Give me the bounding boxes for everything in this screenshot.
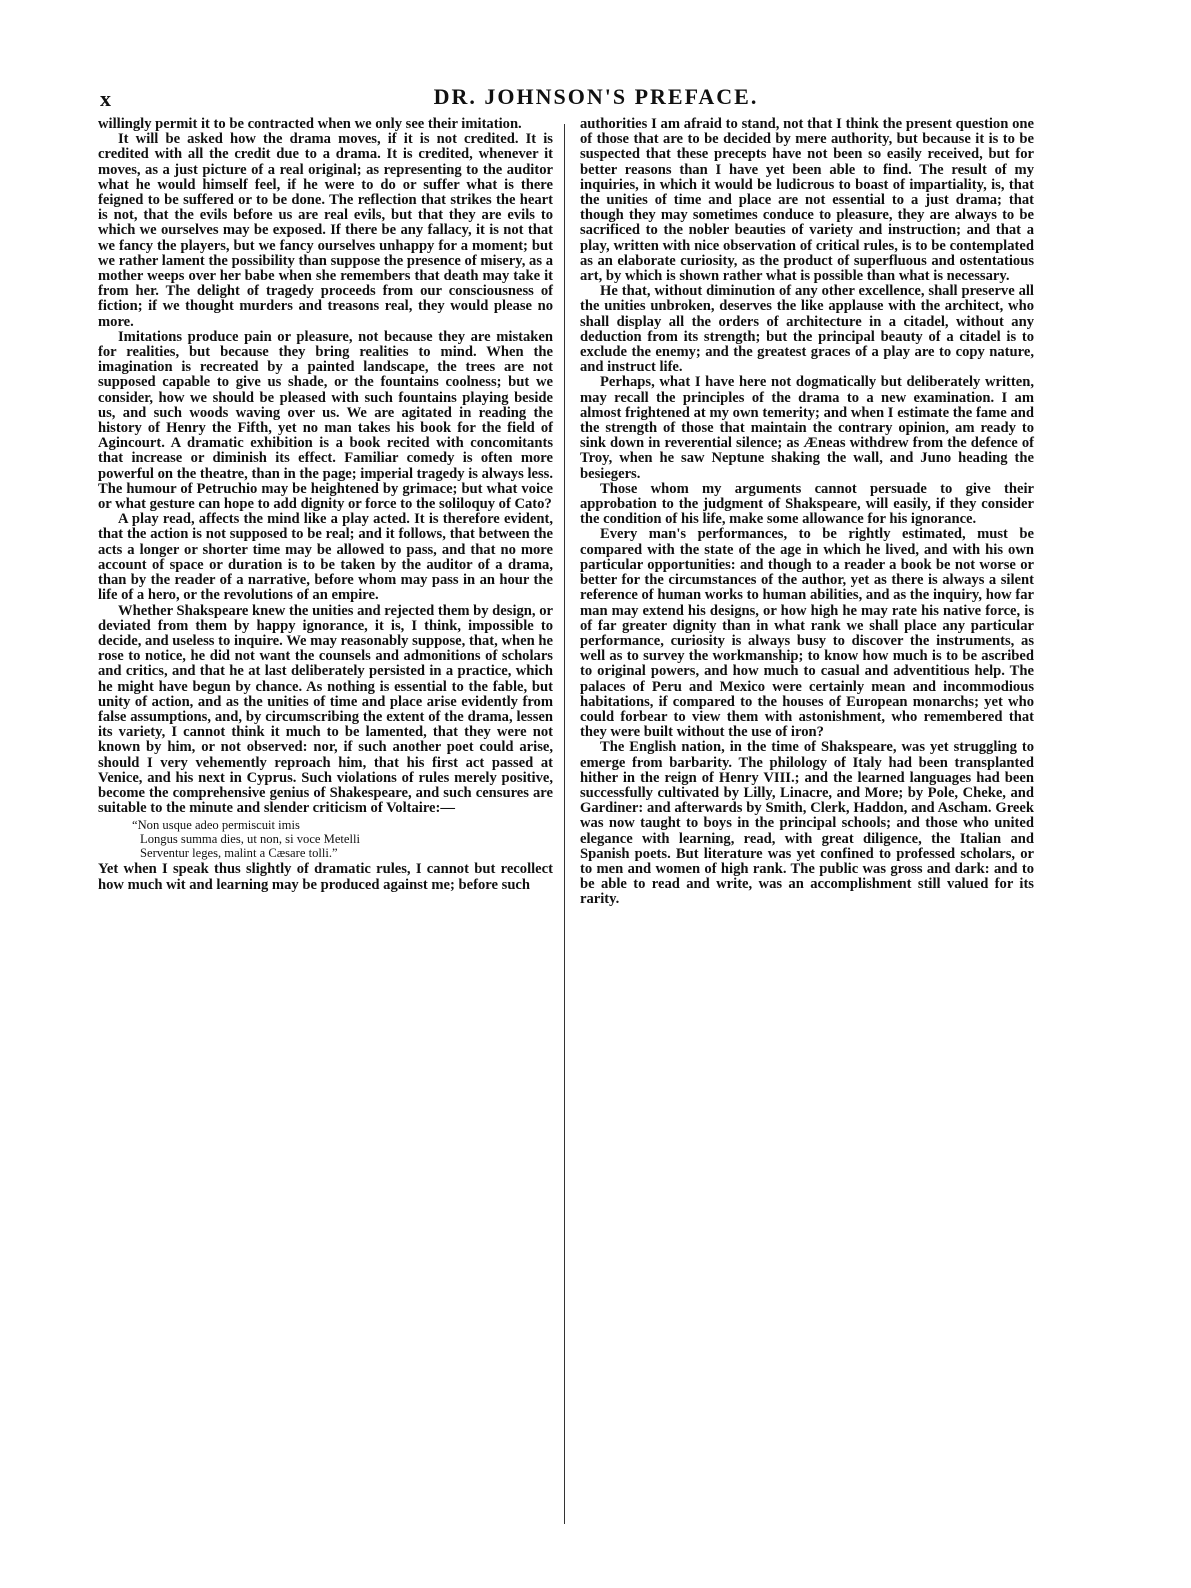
paragraph: willingly permit it to be contracted when we only see their imitation.: [98, 116, 522, 132]
paragraph: Whether Shakspeare knew the unities and rejected them by design, or deviated from them by happy ignorance, it is, I think, impossible to decide, and useless to inquire. We may reasonably suppose, that, when he rose to notice, he did not want the counsels and admonitions of scholars and critics, and that he at last deliberately persisted in a practice, which he might have begun by chance. As nothing is essential to the fable, but unity of action, and as the unities of time and place arise evidently from false assumptions, and, by circumscribing the extent of the drama, lessen its variety, I cannot think it much to be lamented, that they were not known by him, or not observed: nor, if such another poet could arise, should I very vehemently reproach him, that his first act passed at Venice, and his next in Cyprus. Such violations of rules merely positive, become the comprehensive genius of Shakespeare, and such censures are suitable to the minute and slender criticism of Voltaire:—: [98, 602, 553, 817]
latin-quotation: [98, 818, 553, 860]
paragraph: Yet when I speak thus slightly of dramatic rules, I cannot but recollect how much wit and learning may be produced against me; before such: [98, 861, 553, 893]
quote-line: Longus summa dies, ut non, si voce Metelli: [140, 832, 361, 847]
left-column: [98, 117, 553, 893]
paragraph: The English nation, in the time of Shakspeare, was yet struggling to emerge from barbarity. The philology of Italy had been transplanted hither in the reign of Henry VIII.; and the learned languages had been successfully cultivated by Lilly, Linacre, and More; by Pole, Cheke, and Gardiner: and afterwards by Smith, Clerk, Haddon, and Ascham. Greek was now taught to boys in the principal schools; and those who united elegance with learning, read, with great diligence, the Italian and Spanish poets. But literature was yet confined to professed scholars, or to men and women of high rank. The public was gross and dark: and to be able to read and write, was an accomplishment still valued for its rarity.: [580, 739, 1034, 908]
paragraph: Imitations produce pain or pleasure, not because they are mistaken for realities, but because they bring realities to mind. When the imagination is recreated by a painted landscape, the trees are not supposed capable to give us shade, or the fountains coolness; but we consider, how we should be pleased with such fountains playing beside us, and such woods waving over us. We are agitated in reading the history of Henry the Fifth, yet no man takes his book for the field of Agincourt. A dramatic exhibition is a book recited with concomitants that increase or diminish its effect. Familiar comedy is often more powerful on the theatre, than in the page; imperial tragedy is always less. The humour of Petruchio may be heightened by grimace; but what voice or what gesture can hope to add dignity or force to the soliloquy of Cato?: [98, 328, 553, 513]
paragraph: Every man's performances, to be rightly estimated, must be compared with the state of the age in which he lived, and with his own particular opportunities: and though to a reader a book be not worse or better for the circumstances of the author, yet as there is always a silent reference of human works to human abilities, and as the inquiry, how far man may extend his designs, or how high he may rate his native force, is of far greater dignity than in what rank we shall place any particular performance, curiosity is always busy to discover the instruments, as well as to survey the workmanship; to know how much is to be ascribed to original powers, and how much to casual and adventitious help. The palaces of Peru and Mexico were certainly mean and incommodious habitations, if compared to the houses of European monarchs; yet who could forbear to view them with astonishment, who remembered that they were built without the use of iron?: [580, 526, 1034, 741]
paragraph: authorities I am afraid to stand, not that I think the present question one of those that are to be decided by mere authority, but because it is to be suspected that these precepts have not been so easily received, but for better reasons than I have yet been able to find. The result of my inquiries, in which it would be ludicrous to boast of impartiality, is, that the unities of time and place are not essential to a just drama; that though they may sometimes conduce to pleasure, they are always to be sacrificed to the nobler beauties of variety and instruction; and that a play, written with nice observation of critical rules, is to be contemplated as an elaborate curiosity, as the product of superfluous and ostentatious art, by which is shown rather what is possible than what is necessary.: [580, 116, 1034, 285]
paragraph: A play read, affects the mind like a play acted. It is therefore evident, that the action is not supposed to be real; and it follows, that between the acts a longer or shorter time may be allowed to pass, and that no more account of space or duration is to be taken by the auditor of a drama, than by the reader of a narrative, before whom may pass in an hour the life of a hero, or the revolutions of an empire.: [98, 511, 553, 604]
quote-line: Serventur leges, malint a Cæsare tolli.”: [140, 846, 338, 861]
quote-line: “Non usque adeo permiscuit imis: [132, 818, 300, 833]
page-header: [96, 84, 1096, 114]
paragraph: Those whom my arguments cannot persuade to give their approbation to the judgment of Shakspeare, will easily, if they consider the condition of his life, make some allowance for his ignorance.: [580, 480, 1034, 528]
paragraph: He that, without diminution of any other excellence, shall preserve all the unities unbroken, deserves the like applause with the architect, who shall display all the orders of architecture in a citadel, without any deduction from its strength; but the principal beauty of a citadel is to exclude the enemy; and the greatest graces of a play are to copy nature, and instruct life.: [580, 283, 1034, 376]
page-number: x: [100, 86, 111, 111]
running-title: DR. JOHNSON'S PREFACE.: [433, 84, 759, 109]
column-divider: [564, 124, 565, 1524]
paragraph: Perhaps, what I have here not dogmatically but deliberately written, may recall the principles of the drama to a new examination. I am almost frightened at my own temerity; and when I estimate the fame and the strength of those that maintain the contrary opinion, am ready to sink down in reverential silence; as Æneas withdrew from the defence of Troy, when he saw Neptune shaking the wall, and Juno heading the besiegers.: [580, 374, 1034, 482]
right-column: [580, 117, 1034, 908]
paragraph: It will be asked how the drama moves, if it is not credited. It is credited with all the credit due to a drama. It is credited, whenever it moves, as a just picture of a real original; as representing to the auditor what he would himself feel, if he were to do or suffer what is there feigned to be suffered or to be done. The reflection that strikes the heart is not, that the evils before us are real evils, but that they are evils to which we ourselves may be exposed. If there be any fallacy, it is not that we fancy the players, but we fancy ourselves unhappy for a moment; but we rather lament the possibility than suppose the presence of misery, as a mother weeps over her babe when she remembers that death may take it from her. The delight of tragedy proceeds from our consciousness of fiction; if we thought murders and treasons real, they would please no more.: [98, 131, 553, 330]
